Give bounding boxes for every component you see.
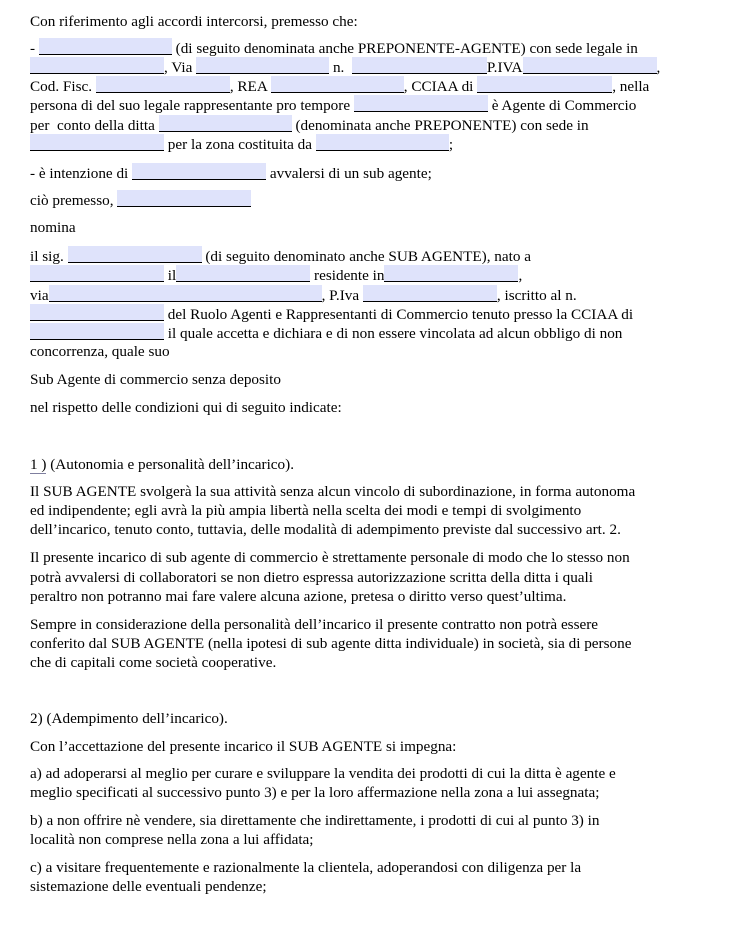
section2-c-line2: sistemazione delle eventuali pendenze; <box>30 878 267 895</box>
section1-p1-line3: dell’incarico, tenuto conto, tuttavia, delle modalità di adempimento previste dal successivo art. 2. <box>30 521 621 538</box>
sub-agente-senza-deposito: Sub Agente di commercio senza deposito <box>30 371 281 388</box>
sede-legale-field[interactable] <box>30 57 164 74</box>
sub-agente-via-field[interactable] <box>49 285 322 302</box>
section2-a-line2: meglio specificati al successivo punto 3) e per la loro affermazione nella zona a lui assegnata; <box>30 784 600 801</box>
section1-p2-line1: Il presente incarico di sub agente di commercio è strettamente personale di modo che lo stesso non <box>30 549 630 566</box>
cciaa-sub-agente-field[interactable] <box>30 323 164 340</box>
cod-fisc-field[interactable] <box>96 76 230 93</box>
ditta-field[interactable] <box>159 115 292 132</box>
section1-number: 1 ) <box>30 456 47 473</box>
cio-premesso-field[interactable] <box>117 190 251 207</box>
section2-intro: Con l’accettazione del presente incarico il SUB AGENTE si impegna: <box>30 738 457 755</box>
ruolo-line: del Ruolo Agenti e Rappresentanti di Commercio tenuto presso la CCIAA di <box>30 304 633 324</box>
rappresentante-line: persona di del suo legale rappresentante pro tempore è Agente di Commercio <box>30 97 637 114</box>
address-line: , Via n. P.IVA , <box>30 57 660 77</box>
iscrizione-number-field[interactable] <box>30 304 164 321</box>
sede-preponente-field[interactable] <box>30 134 164 151</box>
rea-field[interactable] <box>271 76 404 93</box>
section2-a-line1: a) ad adoperarsi al meglio per curare e sviluppare la vendita dei prodotti di cui la ditta è agente e <box>30 765 616 782</box>
section1-p3-line1: Sempre in considerazione della personalità dell’incarico il presente contratto non potrà essere <box>30 616 599 633</box>
birthplace-field[interactable] <box>30 265 164 282</box>
section2-b-line1: b) a non offrire nè vendere, sia direttamente che indirettamente, i prodotti di cui al punto 3) in <box>30 812 600 829</box>
rappresentante-field[interactable] <box>354 95 488 112</box>
intenzione-field[interactable] <box>132 163 266 180</box>
residence-field[interactable] <box>384 265 518 282</box>
cio-premesso-line: ciò premesso, <box>30 190 251 210</box>
zona-line: per la zona costituita da ; <box>30 134 453 154</box>
section1-p1-line2: ed indipendente; egli avrà la più ampia libertà nella scelta dei modi e tempi di svolgimento <box>30 502 582 519</box>
section1-p3-line2: conferito dal SUB AGENTE (nella ipotesi di sub agente ditta individuale) in società, sia di persone <box>30 635 632 652</box>
codfisc-line: Cod. Fisc. , REA , CCIAA di , nella <box>30 78 650 95</box>
accetta-line: il quale accetta e dichiara e di non essere vincolata ad alcun obbligo di non <box>30 323 622 343</box>
piva-field[interactable] <box>523 57 657 74</box>
sub-agente-piva-field[interactable] <box>363 285 497 302</box>
birth-residence-line: il residente in , <box>30 265 522 285</box>
via-field[interactable] <box>196 57 329 74</box>
section2-b-line2: località non comprese nella zona a lui affidata; <box>30 831 314 848</box>
sub-agente-name-line: il sig. (di seguito denominato anche SUB AGENTE), nato a <box>30 248 531 265</box>
preponente-agente-name-field[interactable] <box>39 38 172 55</box>
section1-p3-line3: che di capitali come società cooperative. <box>30 654 277 671</box>
cciaa-field[interactable] <box>477 76 612 93</box>
sub-agente-name-field[interactable] <box>68 246 202 263</box>
opening-line: Con riferimento agli accordi intercorsi, premesso che: <box>30 13 358 30</box>
rispetto-condizioni: nel rispetto delle condizioni qui di seguito indicate: <box>30 399 342 416</box>
section1-p1-line1: Il SUB AGENTE svolgerà la sua attività senza alcun vincolo di subordinazione, in forma autonoma <box>30 483 636 500</box>
section1-heading: 1 ) (Autonomia e personalità dell’incarico). <box>30 456 294 473</box>
nomina-line: nomina <box>30 219 76 236</box>
concorrenza-line: concorrenza, quale suo <box>30 343 170 360</box>
section2-c-line1: c) a visitare frequentemente e razionalmente la clientela, adoperandosi con diligenza per la <box>30 859 582 876</box>
birthdate-field[interactable] <box>176 265 310 282</box>
via-piva-line: via , P.Iva , iscritto al n. <box>30 287 577 304</box>
section1-p2-line2: potrà avvalersi di collaboratori se non dietro espressa autorizzazione scritta della ditta i quali <box>30 569 593 586</box>
civic-number-field[interactable] <box>352 57 487 74</box>
ditta-line: per conto della ditta (denominata anche PREPONENTE) con sede in <box>30 117 589 134</box>
preponente-agente-line: - (di seguito denominata anche PREPONENTE-AGENTE) con sede legale in <box>30 40 638 57</box>
section2-heading: 2) (Adempimento dell’incarico). <box>30 710 228 727</box>
section1-p2-line3: peraltro non potranno mai fare valere alcuna azione, pretesa o diritto verso quest’ultima. <box>30 588 567 605</box>
zona-field[interactable] <box>316 134 449 151</box>
intenzione-line: - è intenzione di avvalersi di un sub agente; <box>30 165 432 182</box>
